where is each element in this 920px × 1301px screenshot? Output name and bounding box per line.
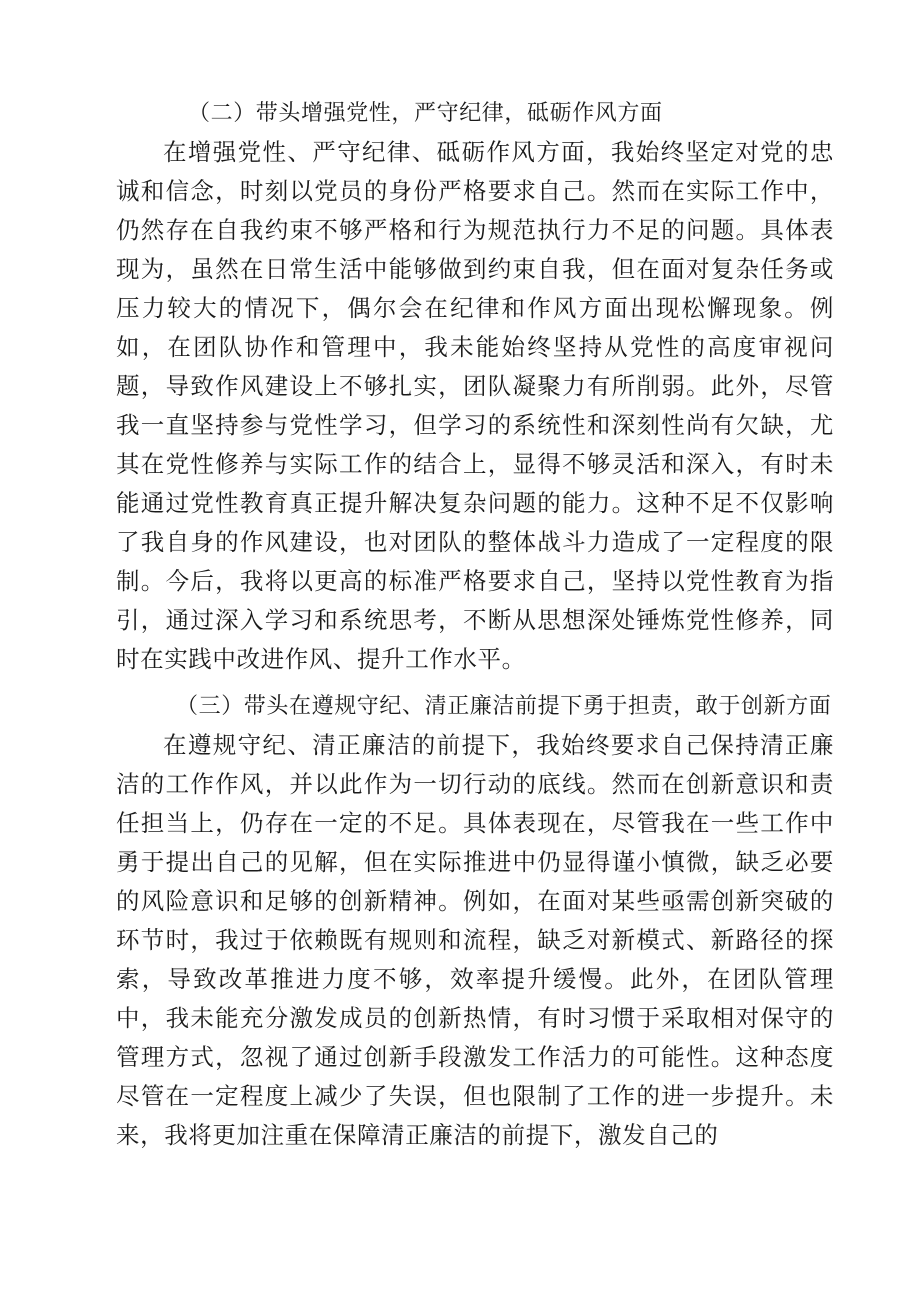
section-heading-2: （二）带头增强党性，严守纪律，砥砺作风方面 xyxy=(188,101,663,126)
section-paragraph-3: 在遵规守纪、清正廉洁的前提下，我始终要求自己保持清正廉洁的工作作风，并以此作为一切行动的底线。然而在创新意识和责任担当上，仍存在一定的不足。具体表现在，尽管我在一些工作中勇于提出自己的见解，但在实际推进中仍显得谨小慎微，缺乏必要的风险意识和足够的创新精神。例如，在面对某些亟需创新突破的环节时，我过于依赖既有规则和流程，缺乏对新模式、新路径的探索，导致改革推进力度不够，效率提升缓慢。此外，在团队管理中，我未能充分激发成员的创新热情，有时习惯于采取相对保守的管理方式，忽视了通过创新手段激发工作活力的可能性。这种态度尽管在一定程度上减少了失误，但也限制了工作的进一步提升。未来，我将更加注重在保障清正廉洁的前提下，激发自己的 xyxy=(116,731,834,1149)
section-paragraph-2: 在增强党性、严守纪律、砥砺作风方面，我始终坚定对党的忠诚和信念，时刻以党员的身份严格要求自己。然而在实际工作中，仍然存在自我约束不够严格和行为规范执行力不足的问题。具体表现为，虽然在日常生活中能够做到约束自我，但在面对复杂任务或压力较大的情况下，偶尔会在纪律和作风方面出现松懈现象。例如，在团队协作和管理中，我未能始终坚持从党性的高度审视问题，导致作风建设上不够扎实，团队凝聚力有所削弱。此外，尽管我一直坚持参与党性学习，但学习的系统性和深刻性尚有欠缺，尤其在党性修养与实际工作的结合上，显得不够灵活和深入，有时未能通过党性教育真正提升解决复杂问题的能力。这种不足不仅影响了我自身的作风建设，也对团队的整体战斗力造成了一定程度的限制。今后，我将以更高的标准严格要求自己，坚持以党性教育为指引，通过深入学习和系统思考，不断从思想深处锤炼党性修养，同时在实践中改进作风、提升工作水平。 xyxy=(116,138,834,673)
section-heading-3: （三）带头在遵规守纪、清正廉洁前提下勇于担责，敢于创新方面 xyxy=(176,694,832,719)
document-body xyxy=(116,94,834,1163)
